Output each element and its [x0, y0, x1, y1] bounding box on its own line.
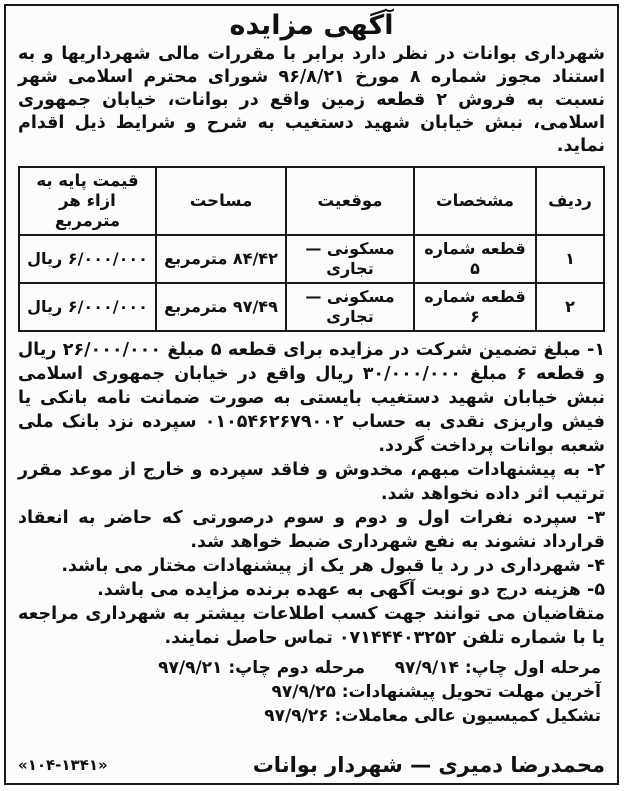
- table-row: [19, 235, 604, 283]
- cell-area: ۸۴/۴۲ مترمربع: [156, 235, 286, 283]
- print-dates: [22, 656, 601, 680]
- header-row-number: ردیف: [536, 167, 604, 235]
- notice-code: «۱۰۴-۱۳۴۱»: [18, 756, 108, 774]
- header-location: موقعیت: [286, 167, 414, 235]
- cell-price: ۶/۰۰۰/۰۰۰ ریال: [19, 235, 156, 283]
- header-spec: مشخصات: [414, 167, 536, 235]
- condition-item: ۴- شهرداری در رد یا قبول هر یک از پیشنهادات مختار می باشد.: [61, 556, 605, 576]
- header-area: مساحت: [156, 167, 286, 235]
- condition-item: ۱- مبلغ تضمین شرکت در مزایده برای قطعه ۵ مبلغ ۲۶/۰۰۰/۰۰۰ ریال و قطعه ۶ مبلغ ۳۰/۰۰۰/۰۰۰ ریال واقع در خیابان جمهوری اسلامی نبش خیابان شهید دستغیب بایستی به صورت ضمانت نامه بانکی یا فیش واریزی نقدی به حساب ۰۱۰۵۴۶۲۶۷۹۰۰۲ سپرده نزد بانک ملی شعبه بوانات پرداخت گردد.: [18, 340, 606, 456]
- second-print-date: مرحله دوم چاپ: ۹۷/۹/۲۱: [158, 658, 366, 678]
- table-header-row: [19, 167, 604, 235]
- cell-spec: قطعه شماره ۶: [414, 283, 536, 331]
- first-print-date: مرحله اول چاپ: ۹۷/۹/۱۴: [394, 658, 601, 678]
- conditions-list: [18, 338, 605, 650]
- notice-title: آگهی مزایده: [229, 10, 394, 41]
- cell-row-number: ۲: [536, 283, 604, 331]
- cell-location: مسکونی — تجاری: [286, 283, 414, 331]
- cell-spec: قطعه شماره ۵: [414, 235, 536, 283]
- auction-notice: [4, 4, 619, 785]
- lots-table: [18, 166, 605, 332]
- cell-location: مسکونی — تجاری: [286, 235, 414, 283]
- commission-date: تشکیل کمیسیون عالی معاملات: ۹۷/۹/۲۶: [264, 706, 601, 726]
- signatory-name: محمدرضا دمیری — شهردار بوانات: [252, 753, 605, 777]
- condition-item: ۵- هزینه درج دو نوبت آگهی به عهده برنده مزایده می باشد.: [97, 580, 605, 600]
- header-price: قیمت پایه به ازاء هر مترمربع: [19, 167, 156, 235]
- condition-item: ۲- به پیشنهادات مبهم، مخدوش و فاقد سپرده و خارج از موعد مقرر ترتیب اثر داده نخواهد شد.: [18, 460, 605, 504]
- deadline-date: آخرین مهلت تحویل پیشنهادات: ۹۷/۹/۲۵: [271, 682, 601, 702]
- notice-intro: شهرداری بوانات در نظر دارد برابر با مقررات مالی شهرداریها و به استناد مجوز شماره ۸ مورخ ۹۶/۸/۲۱ شورای محترم اسلامی شهر نسبت به فروش ۲ قطعه زمین واقع در بوانات، خیابان جمهوری اسلامی، نبش خیابان شهید دستغیب به شرح و شرایط ذیل اقدام نماید.: [18, 44, 605, 156]
- cell-price: ۶/۰۰۰/۰۰۰ ریال: [19, 283, 156, 331]
- cell-area: ۹۷/۴۹ مترمربع: [156, 283, 286, 331]
- dates-block: [22, 656, 601, 728]
- signature-line: [18, 753, 605, 777]
- table-row: [19, 283, 604, 331]
- contact-info: متقاضیان می توانند جهت کسب اطلاعات بیشتر به شهرداری مراجعه یا با شماره تلفن ۰۷۱۴۴۴۰۳۲۵۲ تماس حاصل نمایند.: [18, 604, 605, 648]
- condition-item: ۳- سپرده نفرات اول و دوم و سوم درصورتی که حاضر به انعقاد قرارداد نشوند به نفع شهرداری ضبط خواهد شد.: [18, 508, 605, 552]
- cell-row-number: ۱: [536, 235, 604, 283]
